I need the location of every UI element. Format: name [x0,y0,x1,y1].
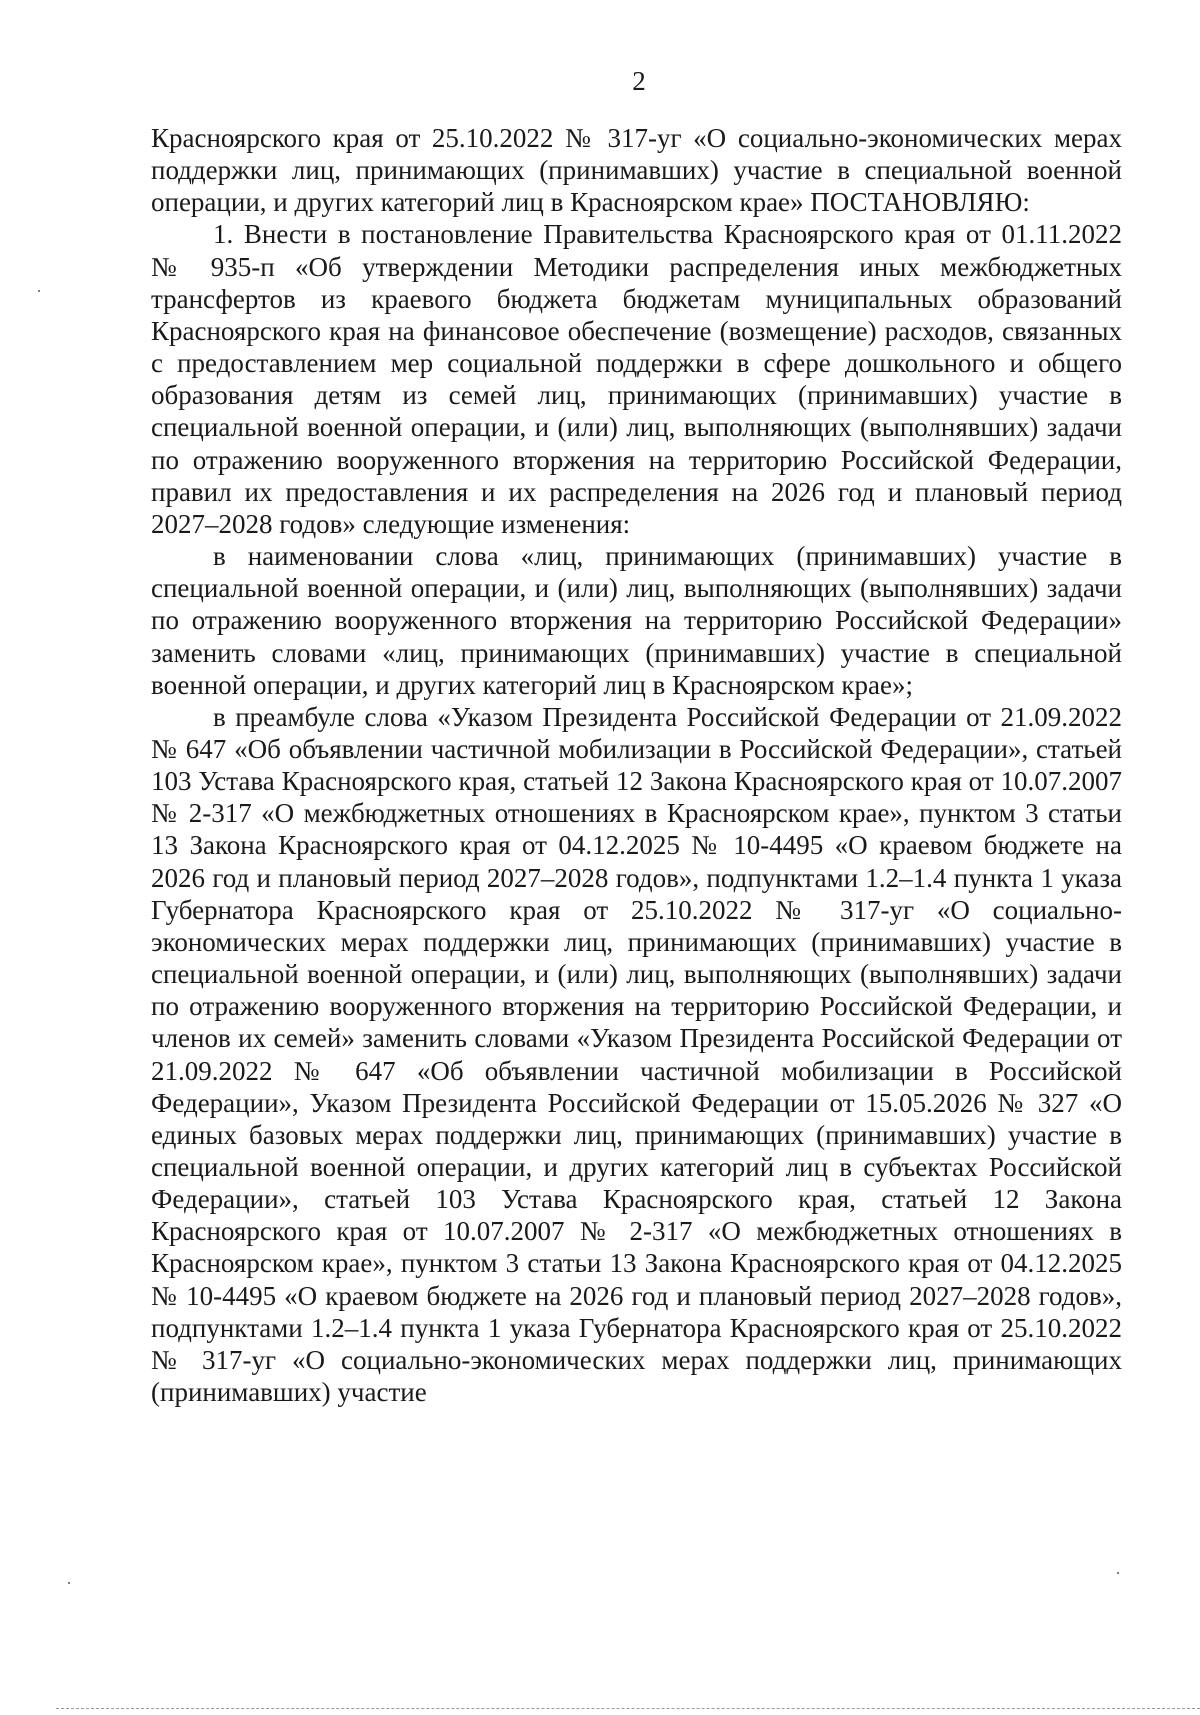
page-number: 2 [632,66,646,96]
document-body [151,122,1122,1408]
paragraph-preamble-change: в преамбуле слова «Указом Президента Российской Федерации от 21.09.2022 № 647 «Об объявлении частичной мобилизации в Российской Федерации», статьей 103 Устава Красноярского края, статьей 12 Закона Красноярского края от 10.07.2007 № 2-317 «О межбюджетных отношениях в Красноярском крае», пунктом 3 статьи 13 Закона Красноярского края от 04.12.2025 № 10-4495 «О краевом бюджете на 2026 год и плановый период 2027–2028 годов», подпунктами 1.2–1.4 пункта 1 указа Губернатора Красноярского края от 25.10.2022 № 317-уг «О социально-экономических мерах поддержки лиц, принимающих (принимавших) участие в специальной военной операции, и (или) лиц, выполняющих (выполнявших) задачи по отражению вооруженного вторжения на территорию Российской Федерации, и членов их семей» заменить словами «Указом Президента Российской Федерации от 21.09.2022 № 647 «Об объявлении частичной мобилизации в Российской Федерации», Указом Президента Российской Федерации от 15.05.2026 № 327 «О единых базовых мерах поддержки лиц, принимающих (принимавших) участие в специальной военной операции, и других категорий лиц в субъектах Российской Федерации», статьей 103 Устава Красноярского края, статьей 12 Закона Красноярского края от 10.07.2007 № 2-317 «О межбюджетных отношениях в Красноярском крае», пунктом 3 статьи 13 Закона Красноярского края от 04.12.2025 № 10-4495 «О краевом бюджете на 2026 год и плановый период 2027–2028 годов», подпунктами 1.2–1.4 пункта 1 указа Губернатора Красноярского края от 25.10.2022 № 317-уг «О социально-экономических мерах поддержки лиц, принимающих (принимавших) участие [151,701,1122,1408]
scan-speck [1117,1572,1119,1574]
scan-speck [38,290,40,292]
paragraph-title-change: в наименовании слова «лиц, принимающих (принимавших) участие в специальной военной операции, и (или) лиц, выполняющих (выполнявших) задачи по отражению вооруженного вторжения на территорию Российской Федерации» заменить словами «лиц, принимающих (принимавших) участие в специальной военной операции, и других категорий лиц в Красноярском крае»; [151,541,1122,700]
scan-speck [68,1582,70,1584]
paragraph-item-1: 1. Внести в постановление Правительства Красноярского края от 01.11.2022 № 935-п «Об утверждении Методики распределения иных межбюджетных трансфертов из краевого бюджета бюджетам муниципальных образований Красноярского края на финансовое обеспечение (возмещение) расходов, связанных с предоставлением мер социальной поддержки в сфере дошкольного и общего образования детям из семей лиц, принимающих (принимавших) участие в специальной военной операции, и (или) лиц, выполняющих (выполнявших) задачи по отражению вооруженного вторжения на территорию Российской Федерации, правил их предоставления и их распределения на 2026 год и плановый период 2027–2028 годов» следующие изменения: [151,219,1122,539]
paragraph-preamble-end: Красноярского края от 25.10.2022 № 317-уг «О социально-экономических мерах поддержки лиц, принимающих (принимавших) участие в специальной военной операции, и других категорий лиц в Красноярском крае» ПОСТАНОВЛЯЮ: [151,123,1122,218]
page-bottom-edge [56,1708,1200,1709]
